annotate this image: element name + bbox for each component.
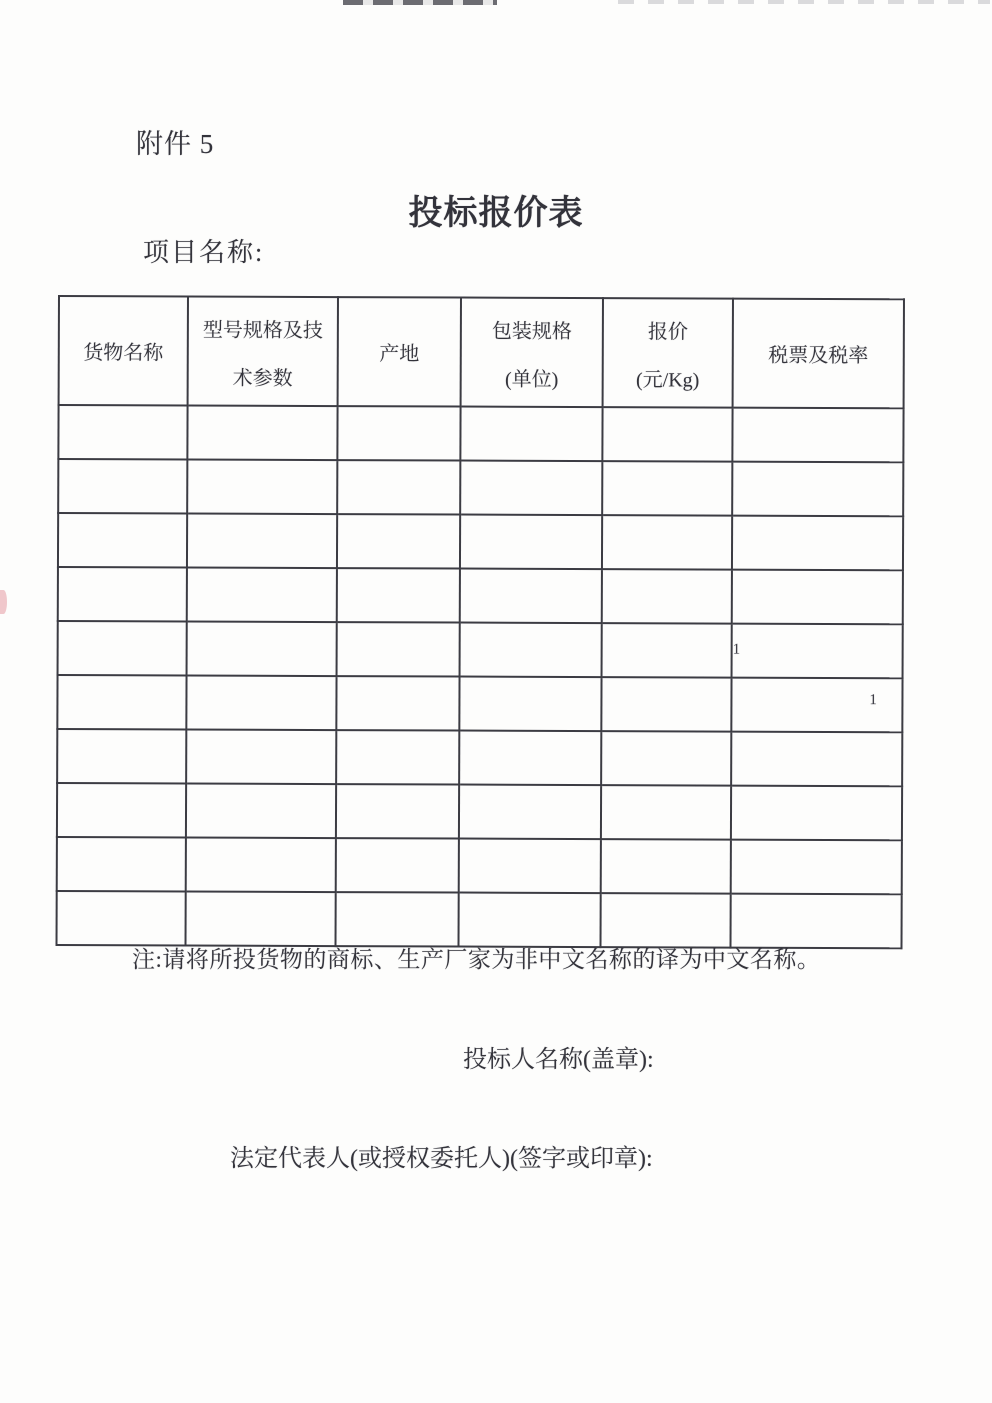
- table-cell: [460, 623, 602, 678]
- scan-edge-artifact-light: [618, 0, 990, 4]
- table-cell: [337, 568, 460, 622]
- table-cell: [187, 621, 337, 676]
- table-cell: [336, 784, 459, 838]
- scan-stray-digit: 1: [732, 641, 741, 658]
- col-header-label: (单位): [504, 368, 559, 391]
- table-cell: [57, 891, 186, 945]
- table-cell: [186, 783, 336, 838]
- table-cell: [186, 891, 336, 946]
- scan-edge-artifact-dark: [343, 0, 497, 5]
- table-cell: [459, 893, 601, 948]
- table-header-row: [59, 296, 904, 408]
- col-header-label: 包装规格: [491, 320, 572, 343]
- col-header-origin: [338, 297, 461, 406]
- table-cell: [459, 677, 601, 732]
- table-cell: [337, 406, 460, 460]
- table-cell: [187, 513, 337, 568]
- legal-rep-signature-label: 法定代表人(或授权委托人)(签字或印章):: [230, 1146, 653, 1172]
- table-cell: [57, 837, 186, 891]
- table-row: [57, 675, 902, 732]
- col-header-label: 报价: [647, 321, 688, 344]
- table-cell: [459, 839, 601, 894]
- table-row: [57, 891, 902, 948]
- quote-table-container: [56, 295, 903, 925]
- table-cell: [337, 622, 460, 676]
- table-cell: [336, 676, 459, 730]
- table-cell: [731, 732, 902, 787]
- bidder-signature-label: 投标人名称(盖章):: [463, 1047, 654, 1073]
- table-cell: [602, 569, 732, 623]
- table-cell: [187, 567, 337, 622]
- table-cell: [460, 515, 602, 570]
- col-header-model-specs: [188, 296, 338, 406]
- table-row: [58, 513, 903, 570]
- table-cell: [336, 892, 459, 946]
- col-header-price: [603, 298, 733, 407]
- table-cell: [601, 677, 731, 731]
- table-row: [58, 405, 903, 462]
- table-body: [57, 405, 904, 948]
- table-cell: [186, 837, 336, 892]
- table-cell: [336, 730, 459, 784]
- table-cell: [601, 731, 731, 785]
- table-cell: [459, 731, 601, 786]
- col-header-packaging: [461, 298, 603, 408]
- table-cell: [601, 785, 731, 839]
- col-header-tax: [733, 299, 904, 409]
- table-cell: [732, 408, 903, 463]
- table-cell: [602, 461, 732, 515]
- table-note: 注:请将所投货物的商标、生产厂家为非中文名称的译为中文名称。: [132, 947, 821, 972]
- table-row: [58, 459, 903, 516]
- table-cell: [57, 783, 186, 837]
- table-cell: [336, 838, 459, 892]
- table-cell: [58, 513, 187, 567]
- scan-edge-speck: [0, 590, 7, 614]
- col-header-label: 术参数: [232, 367, 293, 390]
- table-row: [57, 729, 902, 786]
- col-header-label: 税票及税率: [768, 344, 869, 368]
- quote-table: [56, 295, 905, 949]
- table-cell: [57, 729, 186, 783]
- col-header-goods-name: [59, 296, 188, 405]
- table-cell: [460, 461, 602, 516]
- table-cell: [601, 893, 731, 947]
- table-header: [59, 296, 904, 408]
- table-cell: [731, 786, 902, 841]
- table-cell: [337, 514, 460, 568]
- scan-stray-digit: 1: [869, 692, 877, 709]
- table-cell: [732, 462, 903, 517]
- table-row: [58, 567, 903, 624]
- col-header-label: 货物名称: [83, 342, 164, 365]
- table-cell: [602, 515, 732, 569]
- table-cell: [459, 785, 601, 840]
- table-cell: [186, 675, 336, 730]
- table-cell: [337, 460, 460, 514]
- table-cell: [460, 407, 602, 462]
- table-cell: [186, 729, 336, 784]
- table-cell: [731, 840, 902, 895]
- col-header-label: 产地: [379, 343, 420, 366]
- project-name-label: 项目名称:: [143, 238, 265, 267]
- table-cell: [58, 621, 187, 675]
- table-cell: [460, 569, 602, 624]
- col-header-label: 型号规格及技: [202, 319, 323, 343]
- table-cell: [732, 516, 903, 571]
- table-cell: [58, 567, 187, 621]
- document-title: 投标报价表: [408, 195, 584, 232]
- table-cell: [57, 675, 186, 729]
- table-cell: [187, 405, 337, 460]
- table-row: [57, 837, 902, 894]
- table-cell: [601, 839, 731, 893]
- table-cell: [602, 623, 732, 677]
- table-cell: [602, 407, 732, 461]
- attachment-label: 附件 5: [136, 129, 215, 159]
- table-row: [58, 621, 903, 678]
- table-cell: [732, 624, 903, 679]
- table-cell: [58, 405, 187, 459]
- col-header-label: (元/Kg): [635, 369, 700, 392]
- table-cell: [187, 459, 337, 514]
- table-row: [57, 783, 902, 840]
- table-cell: [732, 570, 903, 625]
- table-cell: [58, 459, 187, 513]
